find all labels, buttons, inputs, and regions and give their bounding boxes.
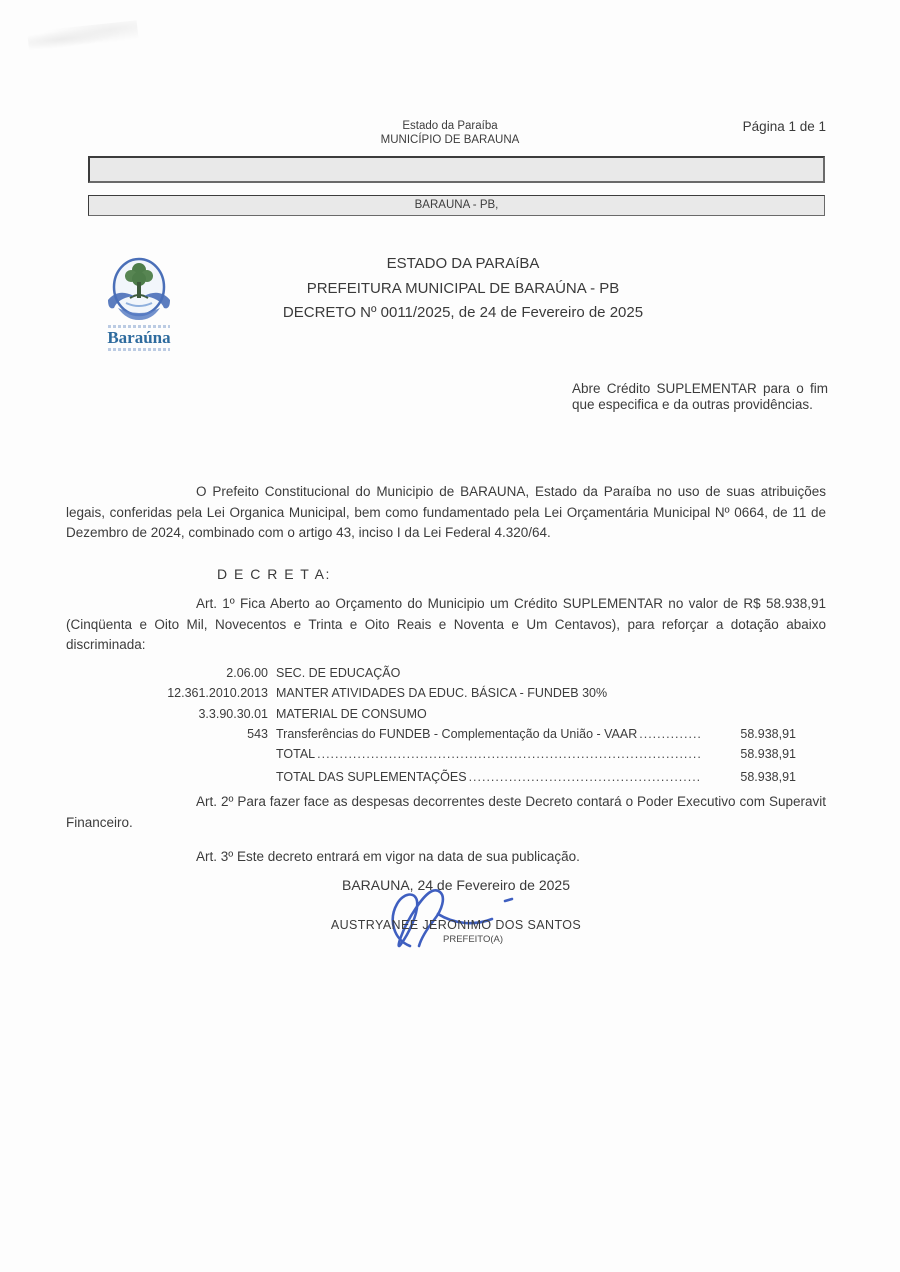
seal-wordmark: Baraúna <box>107 328 171 347</box>
signatory-role: PREFEITO(A) <box>443 934 503 945</box>
seal-small-text-line-bottom <box>108 348 170 351</box>
table-row <box>66 747 800 767</box>
header-empty-box <box>88 156 825 183</box>
scan-artifact <box>27 20 139 53</box>
table-row <box>66 686 800 706</box>
table-row <box>66 727 800 747</box>
document-title <box>100 252 826 326</box>
budget-table <box>66 666 800 790</box>
header-city-box <box>88 195 825 216</box>
header-state-line: Estado da Paraíba <box>402 120 498 132</box>
row-code: 543 <box>247 726 268 741</box>
row-description: TOTAL DAS SUPLEMENTAÇÕES <box>276 769 467 784</box>
header-municipality-line: MUNICÍPIO DE BARAUNA <box>380 133 520 146</box>
row-value: 58.938,91 <box>740 769 796 784</box>
row-value: 58.938,91 <box>740 726 796 741</box>
table-row <box>66 707 800 727</box>
decree-summary: Abre Crédito SUPLEMENTAR para o fim que especifica e da outras providências. <box>572 381 828 413</box>
article-3-paragraph: Art. 3º Este decreto entrará em vigor na data de sua publicação. <box>196 849 580 864</box>
row-description: TOTAL <box>276 747 316 762</box>
article-2-paragraph: Art. 2º Para fazer face as despesas decorrentes deste Decreto contará o Poder Executivo com Superavit Financeiro. <box>66 794 826 830</box>
title-state: ESTADO DA PARAíBA <box>386 255 540 272</box>
title-prefeitura: PREFEITURA MUNICIPAL DE BARAÚNA - PB <box>306 279 620 297</box>
decreta-label: D E C R E T A: <box>217 566 331 582</box>
dot-leader <box>639 727 700 741</box>
preamble-paragraph: O Prefeito Constitucional do Municipio de BARAUNA, Estado da Paraíba no uso de suas atribuições legais, conferidas pela Lei Organica Municipal, bem como fundamentado pela Lei Orçamentária Municipal Nº 0664, de 11 de Dezembro de 2024, combinado com o artigo 43, inciso I da Lei Federal 4.320/64. <box>66 484 826 541</box>
row-description: MANTER ATIVIDADES DA EDUC. BÁSICA - FUNDEB 30% <box>276 686 608 701</box>
row-value: 58.938,91 <box>740 747 796 762</box>
row-code: 12.361.2010.2013 <box>167 686 268 701</box>
article-1-paragraph: Art. 1º Fica Aberto ao Orçamento do Municipio um Crédito SUPLEMENTAR no valor de R$ 58.938,91 (Cinqüenta e Oito Mil, Novecentos e Trinta e Oito Reais e Noventa e Um Centavos), para reforçar a dotação abaixo discriminada: <box>66 596 826 653</box>
row-description: SEC. DE EDUCAÇÃO <box>276 666 401 680</box>
header-city-label: BARAUNA - PB, <box>414 199 499 211</box>
row-code: 3.3.90.30.01 <box>198 706 268 721</box>
row-description: MATERIAL DE CONSUMO <box>276 706 427 721</box>
place-date-line: BARAUNA, 24 de Fevereiro de 2025 <box>341 877 570 893</box>
table-row <box>66 666 800 686</box>
dot-leader <box>469 770 700 784</box>
row-description: Transferências do FUNDEB - Complementação da União - VAAR <box>276 726 638 741</box>
title-decreto: DECRETO Nº 0011/2025, de 24 de Fevereiro de 2025 <box>282 304 644 321</box>
signatory-name: AUSTRYANEE JERONIMO DOS SANTOS <box>330 918 582 932</box>
table-row <box>66 770 800 790</box>
row-code: 2.06.00 <box>226 666 268 680</box>
page-number: Página 1 de 1 <box>742 119 826 134</box>
dot-leader <box>317 747 700 761</box>
